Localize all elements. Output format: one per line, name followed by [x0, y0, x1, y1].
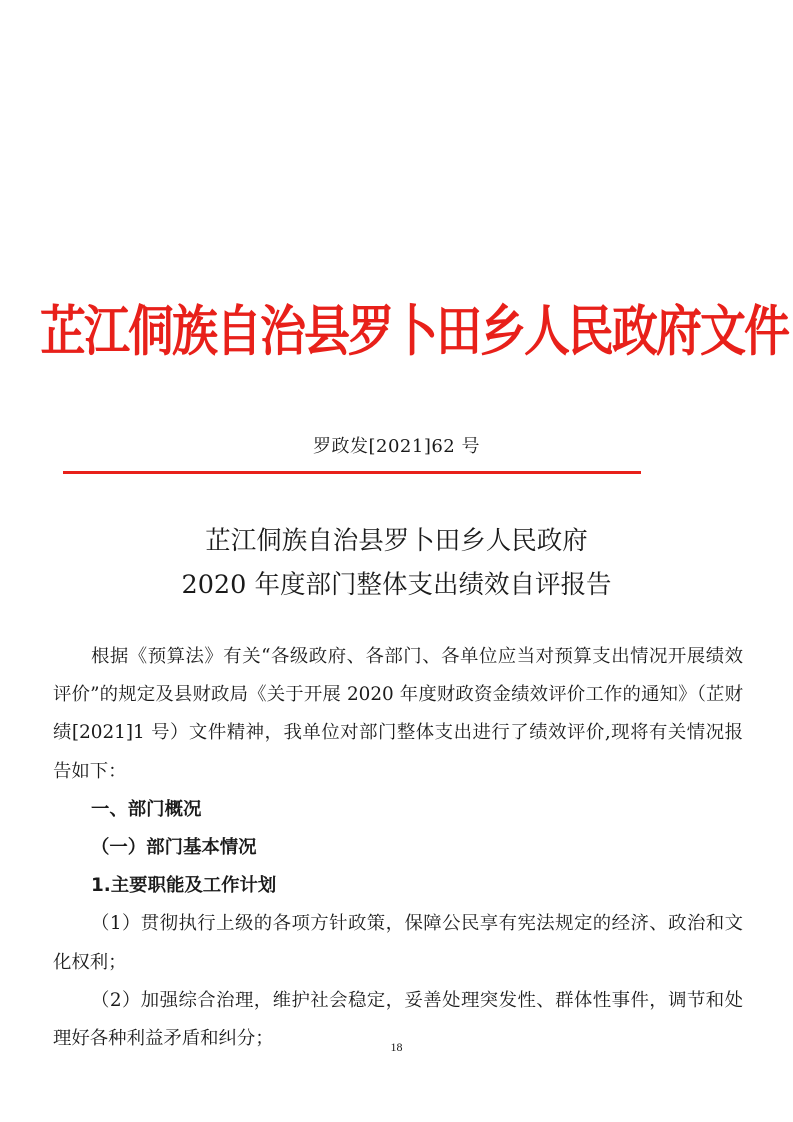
- document-number: 罗政发[2021]62 号: [313, 436, 480, 457]
- page-number: 18: [390, 1040, 403, 1054]
- issuer-title: 芷江侗族自治县罗卜田乡人民政府文件: [40, 299, 788, 364]
- section-heading-3: 1.主要职能及工作计划: [91, 875, 277, 897]
- list-item-2: （2）加强综合治理，维护社会稳定，妥善处理突发性、群体性事件，调节和处理好各种利益矛盾和纠分；: [53, 989, 743, 1050]
- report-title-line2: 2020 年度部门整体支出绩效自评报告: [181, 570, 612, 600]
- red-divider-rule: [63, 471, 641, 474]
- section-heading-2: （一）部门基本情况: [91, 837, 257, 859]
- list-item-1: （1）贯彻执行上级的各项方针政策，保障公民享有宪法规定的经济、政治和文化权利；: [53, 913, 743, 973]
- document-body: [53, 638, 743, 1058]
- intro-paragraph: 根据《预算法》有关“各级政府、各部门、各单位应当对预算支出情况开展绩效评价”的规定及县财政局《关于开展 2020 年度财政资金绩效评价工作的通知》（芷财绩[2021]1 号）文件精神，我单位对部门整体支出进行了绩效评价,现将有关情况报告如下：: [53, 646, 743, 782]
- section-heading-1: 一、部门概况: [91, 798, 202, 820]
- report-title-line1: 芷江侗族自治县罗卜田乡人民政府: [205, 526, 588, 556]
